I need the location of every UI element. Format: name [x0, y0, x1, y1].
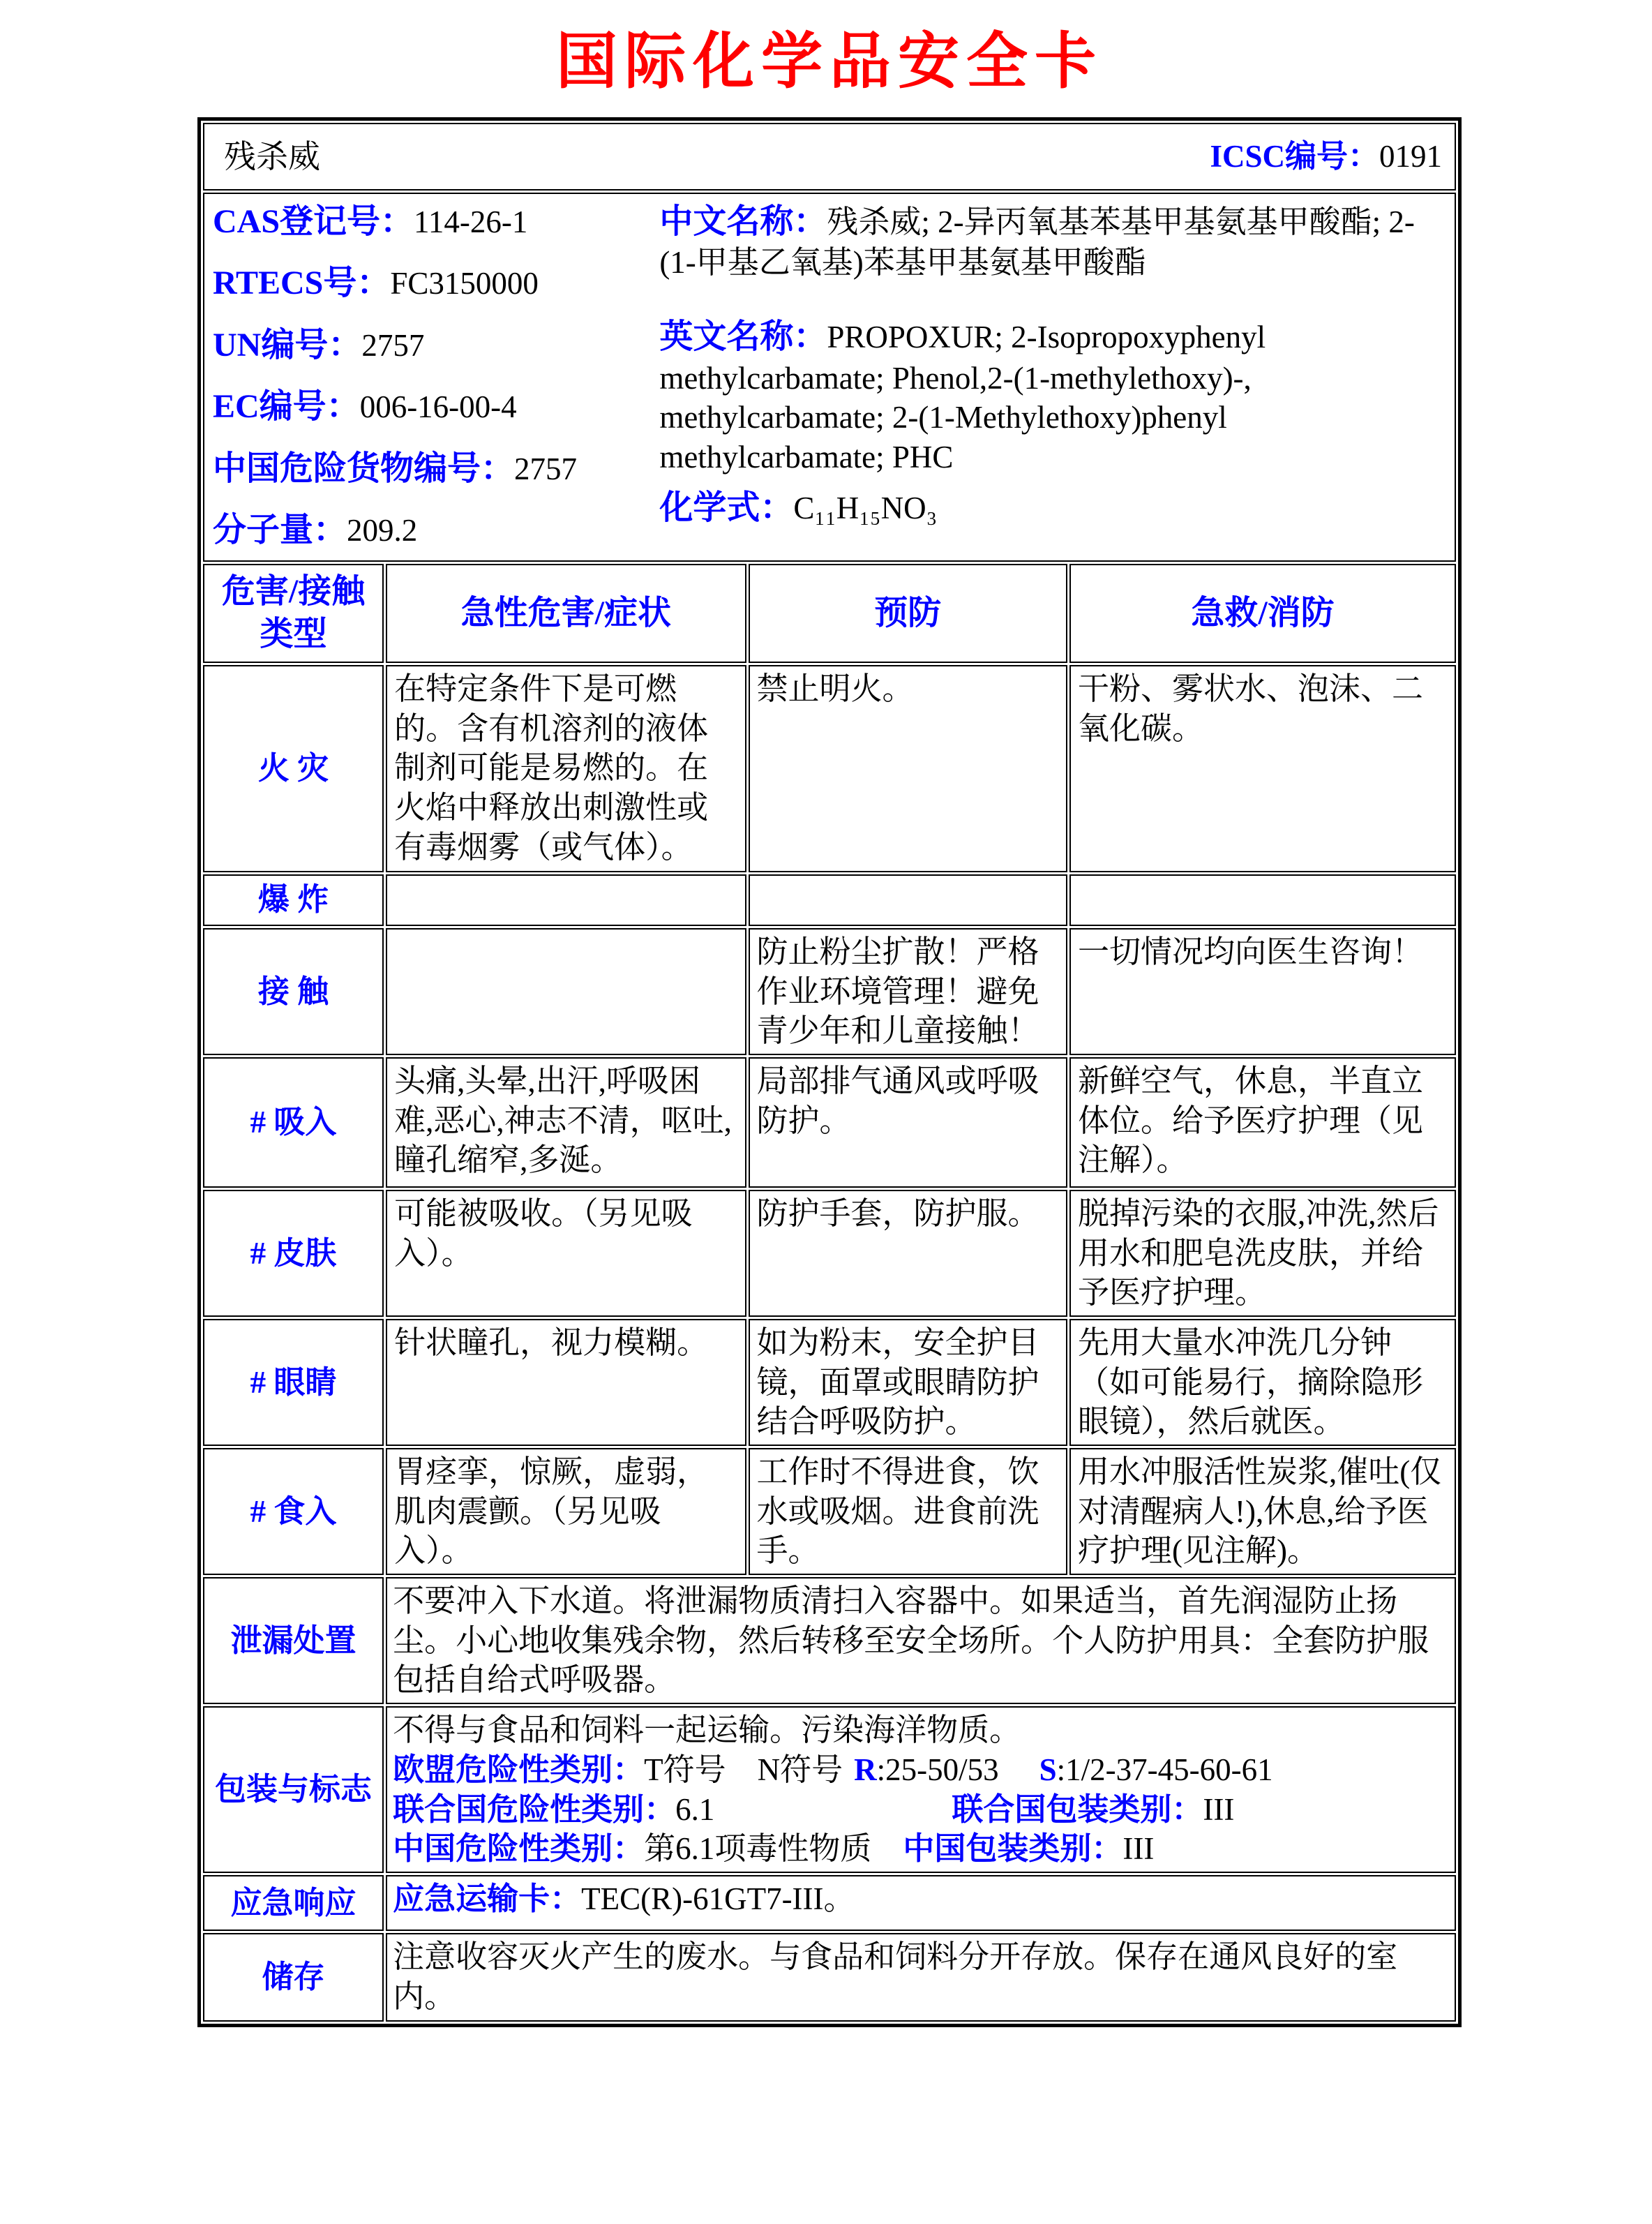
hazard-row-eyes	[203, 1319, 1456, 1446]
skin-symptoms: 可能被吸收。（另见吸入）。	[386, 1190, 746, 1317]
un-label: UN编号：	[213, 326, 362, 364]
icsc-number	[1210, 137, 1442, 177]
hazard-header-row	[203, 564, 1456, 663]
hazard-header-response: 急救/消防	[1069, 564, 1456, 663]
hazard-header-prevention: 预防	[749, 564, 1067, 663]
chinese-name-label: 中文名称：	[659, 203, 827, 240]
eu-hazard-class-value: T符号 N符号	[644, 1752, 843, 1787]
english-name	[659, 316, 1446, 477]
china-dg-label: 中国危险货物编号：	[213, 449, 515, 487]
packaging-content	[386, 1706, 1456, 1873]
transport-card-value: TEC(R)-61GT7-III。	[581, 1881, 855, 1916]
transport-card-label: 应急运输卡：	[393, 1881, 582, 1916]
ingestion-response: 用水冲服活性炭浆,催吐(仅对清醒病人!),休息,给予医疗护理(见注解)。	[1069, 1448, 1456, 1575]
chemical-formula-value: C₁₁H₁₅NO₃	[793, 490, 938, 525]
cas-label: CAS登记号：	[213, 203, 414, 240]
chemical-formula-label: 化学式：	[659, 488, 794, 526]
un-packing-group-label: 联合国包装类别：	[952, 1791, 1203, 1827]
icsc-card-table	[197, 117, 1462, 2027]
hazard-header-symptoms: 急性危害/症状	[386, 564, 746, 663]
storage-label: 储存	[203, 1933, 384, 2022]
ec-value: 006-16-00-4	[359, 389, 517, 425]
hazard-row-fire	[203, 665, 1456, 872]
inhalation-response: 新鲜空气，休息，半直立体位。给予医疗护理（见注解）。	[1069, 1057, 1456, 1188]
hazard-row-inhalation	[203, 1057, 1456, 1188]
eyes-symptoms: 针状瞳孔，视力模糊。	[386, 1319, 746, 1446]
english-name-value: PROPOXUR; 2-Isopropoxyphenyl methylcarbamate; Phenol,2-(1-methylethoxy)-, methylcarbamate; 2-(1-Methylethoxy)phenyl methylcarbamate; PHC	[659, 320, 1266, 475]
r-phrases-value: :25-50/53	[876, 1752, 999, 1787]
eyes-prevention: 如为粉末，安全护目镜，面罩或眼睛防护结合呼吸防护。	[749, 1319, 1067, 1446]
china-dg-value: 2757	[514, 451, 578, 486]
rtecs-label: RTECS号：	[213, 264, 391, 302]
inhalation-prevention: 局部排气通风或呼吸防护。	[749, 1057, 1067, 1188]
cn-hazard-class-value: 第6.1项毒性物质	[644, 1831, 872, 1867]
fire-prevention: 禁止明火。	[749, 665, 1067, 872]
emergency-label: 应急响应	[203, 1875, 384, 1931]
skin-response: 脱掉污染的衣服,冲洗,然后用水和肥皂洗皮肤，并给予医疗护理。	[1069, 1190, 1456, 1317]
chemical-names	[655, 201, 1446, 556]
identifier-list	[213, 201, 655, 556]
packaging-cn-line	[393, 1829, 1448, 1869]
english-name-label: 英文名称：	[659, 318, 827, 356]
chinese-name-value: 残杀威; 2-异丙氧基苯基甲基氨基甲酸酯; 2-(1-甲基乙氧基)苯基甲基氨基甲酸酯	[659, 204, 1415, 281]
un-value: 2757	[361, 327, 425, 363]
packaging-row	[203, 1706, 1456, 1873]
hazard-label-skin: # 皮肤	[203, 1190, 384, 1317]
hazard-header-type: 危害/接触类型	[203, 564, 384, 663]
exposure-prevention: 防止粉尘扩散！严格作业环境管理！避免青少年和儿童接触！	[749, 928, 1067, 1055]
hazard-row-explosion	[203, 874, 1456, 926]
molecular-weight-value: 209.2	[347, 513, 418, 548]
cas-value: 114-26-1	[414, 204, 528, 239]
hazard-label-ingestion: # 食入	[203, 1448, 384, 1575]
molecular-weight	[213, 509, 655, 551]
emergency-row	[203, 1875, 1456, 1931]
icsc-page	[0, 27, 1652, 2224]
ingestion-prevention: 工作时不得进食，饮水或吸烟。进食前洗手。	[749, 1448, 1067, 1575]
ec-number	[213, 386, 655, 428]
substance-name: 残杀威	[224, 138, 320, 174]
cas-number	[213, 201, 655, 243]
storage-text: 注意收容灭火产生的废水。与食品和饲料分开存放。保存在通风良好的室内。	[386, 1933, 1456, 2022]
chinese-name	[659, 201, 1446, 283]
spillage-row	[203, 1577, 1456, 1704]
explosion-symptoms	[386, 874, 746, 926]
cn-packing-group-label: 中国包装类别：	[903, 1831, 1123, 1867]
hazard-row-ingestion	[203, 1448, 1456, 1575]
hazard-row-exposure	[203, 928, 1456, 1055]
packaging-eu-line	[393, 1750, 1448, 1790]
card-header-cell	[203, 123, 1456, 191]
hazard-row-skin	[203, 1190, 1456, 1317]
hazard-label-inhalation: # 吸入	[203, 1057, 384, 1188]
eyes-response: 先用大量水冲洗几分钟（如可能易行，摘除隐形眼镜），然后就医。	[1069, 1319, 1456, 1446]
molecular-weight-label: 分子量：	[213, 512, 347, 549]
un-number	[213, 324, 655, 366]
fire-response: 干粉、雾状水、泡沫、二氧化碳。	[1069, 665, 1456, 872]
hazard-label-eyes: # 眼睛	[203, 1319, 384, 1446]
packaging-un-line	[393, 1790, 1448, 1830]
cn-hazard-class-label: 中国危险性类别：	[393, 1831, 645, 1867]
identifiers-row	[203, 193, 1456, 562]
fire-symptoms: 在特定条件下是可燃的。含有机溶剂的液体制剂可能是易燃的。在火焰中释放出刺激性或有毒烟雾（或气体）。	[386, 665, 746, 872]
hazard-label-exposure: 接 触	[203, 928, 384, 1055]
s-phrases-value: :1/2-37-45-60-61	[1056, 1752, 1273, 1787]
exposure-response: 一切情况均向医生咨询！	[1069, 928, 1456, 1055]
emergency-content	[386, 1875, 1456, 1931]
ingestion-symptoms: 胃痉挛，惊厥，虚弱，肌肉震颤。（另见吸入）。	[386, 1448, 746, 1575]
un-hazard-class-label: 联合国危险性类别：	[393, 1791, 676, 1827]
exposure-symptoms	[386, 928, 746, 1055]
spillage-text: 不要冲入下水道。将泄漏物质清扫入容器中。如果适当，首先润湿防止扬尘。小心地收集残余物，然后转移至安全场所。个人防护用具：全套防护服包括自给式呼吸器。	[386, 1577, 1456, 1704]
eu-hazard-class-label: 欧盟危险性类别：	[393, 1752, 645, 1787]
packaging-label: 包装与标志	[203, 1706, 384, 1873]
explosion-response	[1069, 874, 1456, 926]
ec-label: EC编号：	[213, 388, 360, 426]
identifiers-cell	[203, 193, 1456, 562]
icsc-number-value: 0191	[1379, 139, 1442, 174]
skin-prevention: 防护手套，防护服。	[749, 1190, 1067, 1317]
china-dg-number	[213, 448, 655, 490]
hazard-label-fire: 火 灾	[203, 665, 384, 872]
cn-packing-group-value: III	[1122, 1831, 1155, 1867]
icsc-number-label: ICSC编号：	[1210, 139, 1379, 174]
un-packing-group-value: III	[1203, 1791, 1235, 1827]
page-title: 国际化学品安全卡	[555, 25, 1103, 97]
hazard-label-explosion: 爆 炸	[203, 874, 384, 926]
card-header-row	[203, 123, 1456, 191]
explosion-prevention	[749, 874, 1067, 926]
inhalation-symptoms: 头痛,头晕,出汗,呼吸困难,恶心,神志不清，呕吐,瞳孔缩窄,多涎。	[386, 1057, 746, 1188]
rtecs-value: FC3150000	[390, 266, 539, 301]
s-phrases-label: S	[1039, 1752, 1057, 1787]
rtecs-number	[213, 262, 655, 304]
packaging-transport-note: 不得与食品和饲料一起运输。污染海洋物质。	[393, 1712, 1021, 1748]
chemical-formula	[659, 487, 1446, 529]
spillage-label: 泄漏处置	[203, 1577, 384, 1704]
r-phrases-label: R	[854, 1752, 877, 1787]
un-hazard-class-value: 6.1	[675, 1791, 715, 1827]
storage-row	[203, 1933, 1456, 2022]
